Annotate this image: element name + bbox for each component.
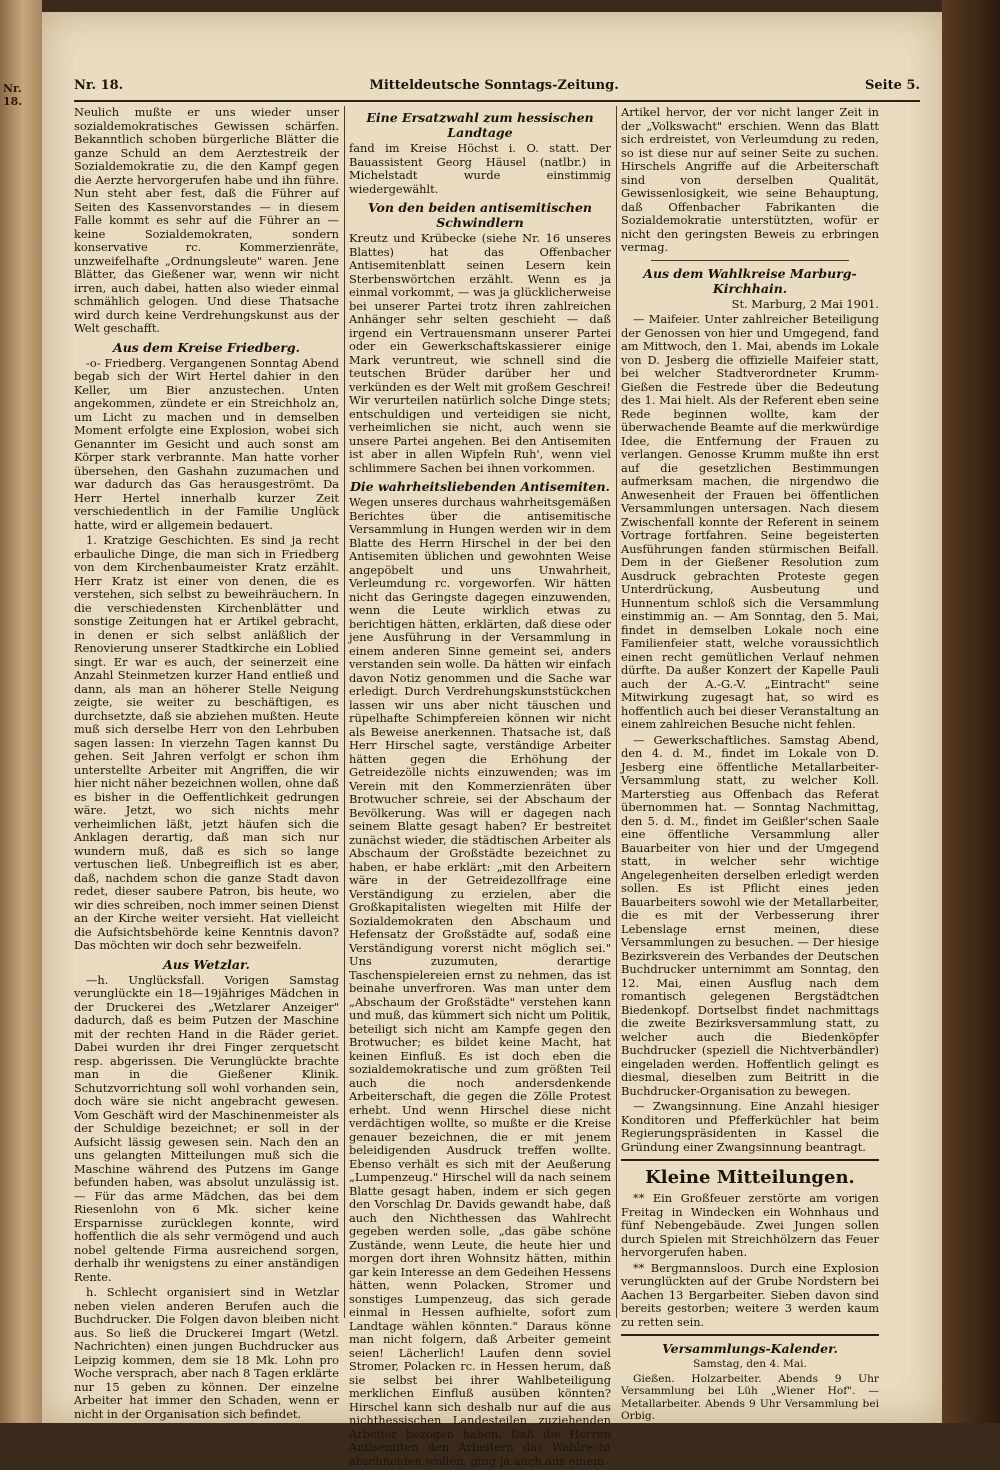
article-text: Wegen unseres durchaus wahrheitsgemäßen Berichtes über die antisemitische Versammlung in Hungen werden wir in dem Blatte des Herrn Hirschel in der bei den Antisemiten üblichen und gewohnten Weise angepöbelt und uns Unwahrheit, Verleumdung rc. vorgeworfen. Wir hätten nicht das Geringste dagegen einzuwenden, wenn die Leute wirklich etwas zu berichtigen hätten, erklärten, daß diese oder jene Ausführung in der Versammlung in einem anderen Sinne gemeint sei, anders verstanden sein wolle. Da hätten wir einfach davon Notiz genommen und die Sache war erledigt. Durch Verdrehungskunststückchen lassen wir uns aber nicht täuschen und rüpelhafte Schimpfereien können wir nicht als Beweise anerkennen. Thatsache ist, daß Herr Hirschel sagte, verständige Arbeiter hätten gegen die Erhöhung der Getreidezölle nichts einzuwenden; was im Verein mit den Kommerzienräten über Brotwucher schreie, sei der Abschaum der Bevölkerung. Was will er dagegen nach seinem Blatte gesagt haben? Er bestreitet zunächst wieder, die städtischen Arbeiter als Abschaum der Großstädte bezeichnet zu haben, er habe erklärt: „mit den Arbeitern wäre in der Getreidezollfrage eine Verständigung zu erzielen, aber die Großkapitalisten wiegelten mit Hilfe der Sozialdemokraten den Abschaum und Hefensatz der Großstädte auf, sodaß eine Verständigung vorerst nicht möglich sei." Uns zuzumuten, derartige Taschenspielereien ernst zu nehmen, das ist beinahe unverfroren. Was man unter dem „Abschaum der Großstädte" verstehen kann und muß, das kümmert sich nicht um Politik, beteiligt sich nicht am Kampfe gegen den Brotwucher; es bildet keine Macht, hat keinen Einfluß. Es ist doch eben die sozialdemokratische und zum größten Teil auch die noch andersdenkende Arbeiterschaft, die gegen die Zölle Protest erhebt. Und wenn Hirschel diese nicht verdächtigen wollte, so mußte er die Kreise genauer bezeichnen, die er mit jenem beleidigenden Ausdruck treffen wollte. Ebenso verhält es sich mit der Aeußerung „Lumpenzeug." Hirschel will da nach seinem Blatte gesagt haben, indem er sich gegen den Vorschlag Dr. Davids gewandt habe, daß auch den Nichthessen das Wahlrecht gegeben werden solle, „das gäbe schöne Zustände, wenn Leute, die heute hier und morgen dort ihren Wohnsitz hätten, mithin gar kein Interesse an dem Gedeihen Hessens hätten, wenn Polacken, Stromer und sonstiges Lumpenzeug, das sich gerade einmal in Hessen aufhielte, sofort zum Landtage wählen könnten." Daraus könne man nicht folgern, daß Arbeiter gemeint seien! Lächerlich! Laufen denn soviel Stromer, Polacken rc. in Hessen herum, daß sie selbst bei ihrer Wahlbeteiligung merklichen Einfluß ausüben könnten? Hirschel kann sich deshalb nur auf die aus nichthessischen Landesteilen zuziehenden Arbeiter bezogen haben. Daß die Herren Antisemiten den Arbeitern das Wahlrecht abschneiden wollen, ging ja auch aus einem	[349, 495, 611, 1468]
article-text: ** Ein Großfeuer zerstörte am vorigen Freitag in Windecken ein Wohnhaus und fünf Nebengebäude. Zwei Jungen sollen durch Spielen mit Streichhölzern das Feuer hervorgerufen haben.	[621, 1191, 879, 1259]
column-1	[74, 106, 339, 1423]
article-text: -o- Friedberg. Vergangenen Sonntag Abend begab sich der Wirt Hertel dahier in den Keller, um Bier anzustechen. Unten angekommen, zündete er ein Streichholz an, um Licht zu machen und in demselben Moment erfolgte eine Explosion, wobei sich Genannter im Gesicht und auch sonst am Körper stark verbrannte. Man hatte vorher übersehen, den Gashahn zuzumachen und war dadurch das Gas herausgeströmt. Da Herr Hertel innerhalb kurzer Zeit verschiedentlich in der Familie Unglück hatte, wird er allgemein bedauert.	[74, 355, 339, 532]
article-text: Kreutz und Krübecke (siehe Nr. 16 unseres Blattes) hat das Offenbacher Antisemitenblatt seinen Lesern kein Sterbenswörtchen erzählt. Wenn es ja einmal vorkommt, — was ja glücklicherweise bei unserer Partei trotz ihren zahlreichen Anhänger sehr selten geschieht — daß irgend ein Vertrauensmann unserer Partei oder ein Gewerkschaftskassierer einige Mark veruntreut, wie schnell sind die teutschen Brüder darüber her und verkünden es der Welt mit großem Geschrei! Wir verurteilen natürlich solche Dinge stets; entschuldigen und verteidigen sie nicht, verheimlichen sie nicht, auch wenn sie unsere Partei angehen. Bei den Antisemiten ist aber in allen Wipfeln Ruh', wenn viel schlimmere Sachen bei ihnen vorkommen.	[349, 231, 611, 475]
section-heading: Eine Ersatzwahl zum hessischen Landtage	[366, 110, 594, 140]
article-text: fand im Kreise Höchst i. O. statt. Der Bauassistent Georg Häusel (natlbr.) in Michelstadt wurde einstimmig wiedergewählt.	[349, 141, 611, 196]
section-heading-large: Kleine Mitteilungen.	[645, 1167, 855, 1188]
page-number: Seite 5.	[865, 77, 920, 93]
section-heading: Aus dem Wahlkreise Marburg-Kirchhain.	[643, 265, 857, 296]
article-text: Neulich mußte er uns wieder unser sozialdemokratisches Gewissen schärfen. Bekanntlich schoben bürgerliche Blätter die ganze Schuld an dem Aerztestreik der Sozialdemokratie zu, die den Kampf gegen die Aerzte hervorgerufen habe und ihn führe. Nun steht aber fest, daß die Führer auf Seiten des Kassenvorstandes — in diesem Falle kommt es sehr auf die Führer an — keine Sozialdemokraten, sondern konservative rc. Kommerzienräte, unzweifelhafte „Ordnungsleute" waren. Jene Blätter, das Gießener war, wenn wir nicht irren, auch dabei, hatten also wieder einmal schmählich gelogen. Und diese Thatsache wird durch keine Verdrehungskunst aus der Welt geschafft.	[74, 105, 339, 335]
issue-number: Nr. 18.	[74, 77, 124, 93]
section-rule	[651, 260, 849, 261]
calendar-date: Samstag, den 4. Mai.	[693, 1358, 807, 1370]
article-text: h. Schlecht organisiert sind in Wetzlar neben vielen anderen Berufen auch die Buchdrucker. Die Folgen davon bleiben nicht aus. So ließ die Druckerei Imgart (Wetzl. Nachrichten) einen jungen Buchdrucker aus Leipzig kommen, dem sie 18 Mk. Lohn pro Woche versprach, aber nach 8 Tagen erklärte nur 15 geben zu können. Der einzelne Arbeiter hat immer den Schaden, wenn er nicht in der Organisation sich befindet.	[74, 1285, 339, 1421]
column-2	[349, 106, 611, 1470]
masthead	[74, 74, 920, 96]
section-rule	[621, 1334, 879, 1336]
article-text: — Gewerkschaftliches. Samstag Abend, den 4. d. M., findet im Lokale von D. Jesberg eine öffentliche Metallarbeiter-Versammlung statt, zu welcher Koll. Marterstieg aus Offenbach das Referat übernommen hat. — Sonntag Nachmittag, den 5. d. M., findet im Geißler'schen Saale eine öffentliche Versammlung aller Bauarbeiter von hier und der Umgegend statt, in welcher sehr wichtige Angelegenheiten derselben erledigt werden sollen. Es ist Pflicht eines jeden Bauarbeiters sowohl wie der Metallarbeiter, die es mit der Verbesserung ihrer Lebenslage ernst meinen, diese Versammlungen zu besuchen. — Der hiesige Bezirksverein des Verbandes der Deutschen Buchdrucker unternimmt am Sonntag, den 12. Mai, einen Ausflug nach dem romantisch gelegenen Bergstädtchen Biedenkopf. Dortselbst findet nachmittags die zweite Bezirksversammlung statt, zu welcher auch die Biedenköpfer Buchdrucker (speziell die Nichtverbändler) eingeladen werden. Hoffentlich gelingt es diesmal, dieselben zum Beitritt in die Buchdrucker-Organisation zu bewegen.	[621, 732, 879, 1098]
dateline: St. Marburg, 2 Mai 1901.	[731, 296, 879, 311]
book-cover-right	[942, 0, 1000, 1423]
newspaper-title: Mitteldeutsche Sonntags-Zeitung.	[369, 77, 619, 93]
article-text: —h. Unglücksfall. Vorigen Samstag verunglückte ein 18—19jähriges Mädchen in der Druckerei des „Wetzlarer Anzeiger" dadurch, daß es beim Putzen der Maschine mit der rechten Hand in die Räder geriet. Dabei wurden ihr drei Finger zerquetscht resp. abgerissen. Die Verunglückte brachte man in die Gießener Klinik. Schutzvorrichtung soll wohl vorhanden sein, doch wäre sie nicht angebracht gewesen. Vom Geschäft wird der Maschinenmeister als der Schuldige bezeichnet; er soll in der Aufsicht lässig gewesen sein. Nach den an uns gelangten Mitteilungen muß sich die Maschine während des Putzens im Gange befunden haben, was absolut unzulässig ist. — Für das arme Mädchen, das bei dem Riesenlohn von 6 Mk. sicher keine Ersparnisse zurücklegen konnte, wird hoffentlich die als sehr vermögend und auch nobel geltende Firma ausreichend sorgen, derhalb ihr wenigstens zu einer anständigen Rente.	[74, 972, 339, 1284]
article-text: ** Bergmannsloos. Durch eine Explosion verunglückten auf der Grube Nordstern bei Aachen 13 Bergarbeiter. Sieben davon sind bereits gestorben; weitere 3 werden kaum zu retten sein.	[621, 1260, 879, 1329]
masthead-rule	[74, 100, 920, 102]
article-text: — Maifeier. Unter zahlreicher Beteiligung der Genossen von hier und Umgegend, fand am Mittwoch, den 1. Mai, abends im Lokale von D. Jesberg die offizielle Maifeier statt, bei welcher Stadtverordneter Krumm-Gießen die Festrede über die Bedeutung des 1. Mai hielt. Als der Referent eben seine Rede beginnen wollte, kam der überwachende Beamte auf die merkwürdige Idee, die Entfernung der Frauen zu verlangen. Genosse Krumm mußte ihn erst auf die gesetzlichen Bestimmungen aufmerksam machen, die nirgendwo die Anwesenheit der Frauen bei öffentlichen Versammlungen untersagen. Nach diesem Zwischenfall konnte der Referent in seinem Vortrage fortfahren. Seine begeisterten Ausführungen fanden stürmischen Beifall. Dem in der Gießener Resolution zum Ausdruck gebrachten Proteste gegen Unterdrückung, Ausbeutung und Hunnentum schloß sich die Versammlung einstimmig an. — Am Sonntag, den 5. Mai, findet in demselben Lokale noch eine Familienfeier statt, welche voraussichtlich einen recht gemütlichen Verlauf nehmen dürfte. Da außer Konzert der Kapelle Pauli auch der A.-G.-V. „Eintracht" seine Mitwirkung zugesagt hat, so wird es hoffentlich auch bei dieser Veranstaltung an einem zahlreichen Besuche nicht fehlen.	[621, 312, 879, 731]
column-divider	[344, 106, 345, 1318]
article-text: — Zwangsinnung. Eine Anzahl hiesiger Konditoren und Pfefferküchler hat beim Regierungspräsidenten in Kassel die Gründung einer Zwangsinnung beantragt.	[621, 1099, 879, 1154]
calendar-entry: Gießen. Holzarbeiter. Abends 9 Uhr Versammlung bei Lüh „Wiener Hof". — Metallarbeiter. Abends 9 Uhr Versammlung bei Orbig.	[621, 1372, 879, 1422]
section-rule	[621, 1159, 879, 1161]
article-text: Artikel hervor, der vor nicht langer Zeit in der „Volkswacht" erschien. Wenn das Blatt sich erdreistet, von Verleumdung zu reden, so ist diese nur auf seiner Seite zu suchen. Hirschels Angriffe auf die Arbeiterschaft sind von derselben Qualität, Gewissenlosigkeit, wie seine Behauptung, daß Offenbacher Fabrikanten die Sozialdemokratie unterstützten, wofür er nicht den geringsten Beweis zu erbringen vermag.	[621, 105, 879, 254]
section-heading: Die wahrheitsliebenden Antisemiten.	[350, 479, 610, 494]
section-heading: Von den beiden antisemitischen Schwindlern	[367, 200, 592, 230]
article-text: 1. Kratzige Geschichten. Es sind ja recht erbauliche Dinge, die man sich in Friedberg von dem Kirchenbaumeister Kratz erzählt. Herr Kratz ist einer von denen, die es verstehen, sich selbst zu beweihräuchern. In die verschiedensten Kirchenblätter und sonstige Zeitungen hat er Artikel gebracht, in denen er sich selbst anläßlich der Renovierung unserer Stadtkirche ein Loblied singt. Er war es auch, der seinerzeit eine Anzahl Steinmetzen kurzer Hand entließ und dann, als man an höherer Stelle Neigung zeigte, sie weiter zu beschäftigen, es durchsetzte, daß sie abziehen mußten. Heute muß sich derselbe Herr von den Lehrbuben sagen lassen: In vierzehn Tagen kannst Du gehen. Seit Jahren verfolgt er schon ihm unterstellte Arbeiter mit Angriffen, die wir hier nicht näher bezeichnen wollen, ohne daß es bisher in die Oeffentlichkeit gedrungen wäre. Jetzt, wo sich nichts mehr verheimlichen läßt, jetzt häufen sich die Anklagen derartig, daß man sich nur wundern muß, daß es sich so lange vertuschen ließ. Unbegreiflich ist es aber, daß, nachdem schon die ganze Stadt davon redet, dieser saubere Patron, bis heute, wo wir dies schreiben, noch immer seinen Dienst an der Kirche weiter versieht. Hat vielleicht die Aufsichtsbehörde keine Kenntnis davon? Das möchten wir doch sehr bezweifeln.	[74, 533, 339, 952]
column-3	[621, 106, 879, 1425]
newspaper-page	[42, 12, 942, 1468]
section-heading: Aus Wetzlar.	[163, 956, 250, 972]
column-divider	[616, 106, 617, 1318]
section-heading: Aus dem Kreise Friedberg.	[113, 339, 300, 355]
section-heading: Versammlungs-Kalender.	[662, 1341, 838, 1356]
book-binding-left	[0, 0, 42, 1423]
adjacent-page-number: Nr. 18.	[3, 82, 23, 108]
